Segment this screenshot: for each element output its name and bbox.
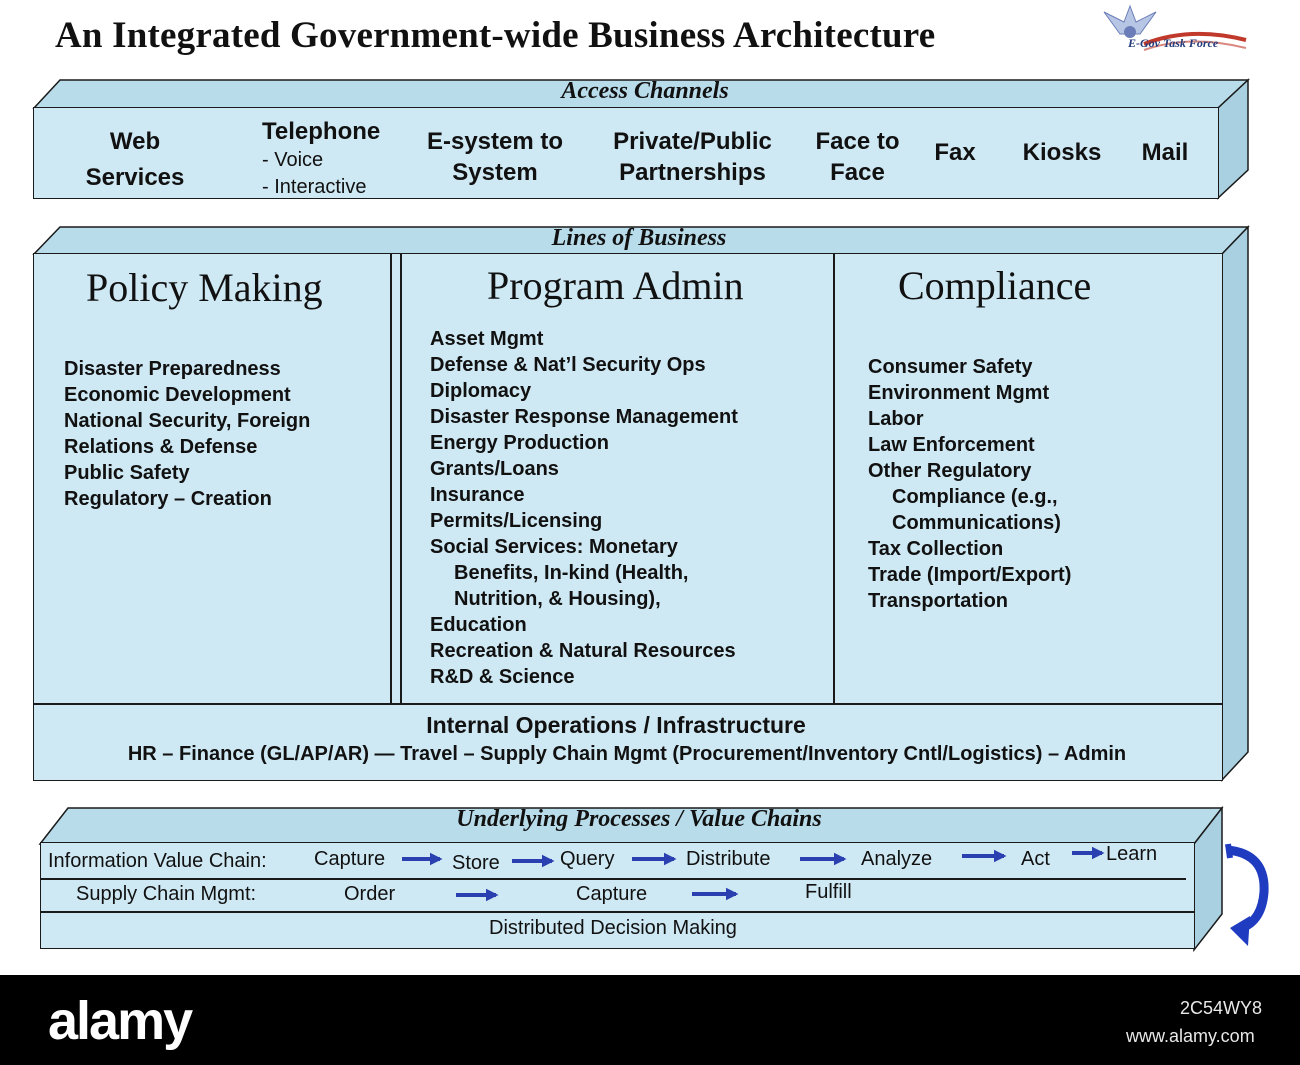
channel-telephone-interactive: - Interactive	[262, 176, 367, 198]
channel-esystem-line2: System	[452, 159, 538, 186]
list-item: Compliance (e.g.,	[892, 486, 1058, 508]
list-item: Insurance	[430, 484, 525, 506]
policy-making-list	[64, 356, 310, 512]
loop-back-arrow-icon	[1222, 842, 1272, 954]
channel-partnerships-line2: Partnerships	[619, 159, 766, 186]
ivc-step-query: Query	[560, 848, 615, 870]
internal-ops-divider	[33, 703, 1223, 705]
internal-operations-title: Internal Operations / Infrastructure	[426, 712, 806, 738]
channel-telephone	[262, 116, 402, 201]
channel-face-to-face	[800, 126, 915, 188]
ivc-step-capture: Capture	[314, 848, 386, 870]
watermark-bar	[0, 975, 1300, 1065]
channel-kiosks: Kiosks	[1022, 139, 1102, 166]
watermark-image-id: 2C54WY8	[1180, 998, 1263, 1018]
channel-partnerships-line1: Private/Public	[613, 128, 772, 155]
scm-label: Supply Chain Mgmt:	[76, 883, 257, 905]
egov-logo	[1100, 4, 1250, 62]
list-item: National Security, Foreign	[64, 410, 311, 432]
ivc-step-distribute: Distribute	[686, 848, 771, 870]
program-admin-title: Program Admin	[487, 263, 744, 308]
policy-making-title: Policy Making	[86, 265, 323, 310]
internal-operations-line: HR – Finance (GL/AP/AR) — Travel – Supply Chain Mgmt (Procurement/Inventory Cntl/Logistics) – Admin	[127, 743, 1127, 765]
channel-telephone-voice: - Voice	[262, 149, 324, 171]
ivc-step-learn: Learn	[1106, 843, 1158, 865]
channel-esystem	[420, 126, 570, 188]
list-item: Economic Development	[64, 384, 291, 406]
list-item: Transportation	[868, 590, 1009, 612]
list-item: Permits/Licensing	[430, 510, 603, 532]
eagle-seal-icon	[1100, 4, 1250, 62]
ivc-step-analyze: Analyze	[861, 848, 933, 870]
list-item: Labor	[868, 408, 924, 430]
list-item: Recreation & Natural Resources	[430, 640, 736, 662]
list-item: Education	[430, 614, 527, 636]
list-item: Energy Production	[430, 432, 609, 454]
channel-fax: Fax	[934, 139, 976, 166]
lines-of-business-title: Lines of Business	[551, 225, 727, 251]
list-item: R&D & Science	[430, 666, 575, 688]
list-item: Consumer Safety	[868, 356, 1033, 378]
channel-mail: Mail	[1141, 139, 1189, 166]
list-item: Communications)	[892, 512, 1061, 534]
channel-web-line1: Web	[109, 128, 161, 155]
compliance-list	[868, 354, 1071, 614]
ivc-step-act: Act	[1021, 848, 1050, 870]
column-divider	[390, 253, 392, 704]
list-item: Benefits, In-kind (Health,	[454, 562, 689, 584]
logo-text: E-Gov Task Force	[1128, 36, 1219, 50]
list-item: Law Enforcement	[868, 434, 1035, 456]
channel-esystem-line1: E-system to	[426, 128, 564, 155]
channel-partnerships	[600, 126, 785, 188]
list-item: Disaster Response Management	[430, 406, 738, 428]
list-item: Diplomacy	[430, 380, 532, 402]
list-item: Regulatory – Creation	[64, 488, 272, 510]
page-title: An Integrated Government-wide Business Architecture	[55, 15, 936, 56]
channel-face-line1: Face to	[815, 128, 900, 155]
underlying-processes-title: Underlying Processes / Value Chains	[456, 806, 822, 832]
list-item: Environment Mgmt	[868, 382, 1050, 404]
list-item: Disaster Preparedness	[64, 358, 281, 380]
list-item: Asset Mgmt	[430, 328, 544, 350]
watermark-brand: alamy	[48, 991, 192, 1051]
list-item: Other Regulatory	[868, 460, 1032, 482]
watermark-url: www.alamy.com	[1126, 1026, 1255, 1046]
distributed-decision-making: Distributed Decision Making	[489, 917, 737, 939]
channel-web	[70, 126, 200, 193]
list-item: Defense & Nat’l Security Ops	[430, 354, 706, 376]
program-admin-list	[430, 326, 738, 690]
channel-telephone-line1: Telephone	[262, 118, 381, 145]
list-item: Social Services: Monetary	[430, 536, 678, 558]
compliance-title: Compliance	[898, 263, 1092, 308]
list-item: Grants/Loans	[430, 458, 559, 480]
scm-step-fulfill: Fulfill	[805, 881, 852, 903]
list-item: Public Safety	[64, 462, 190, 484]
access-channels-title: Access Channels	[561, 78, 729, 104]
row-divider	[40, 911, 1195, 913]
column-divider	[833, 253, 835, 704]
list-item: Tax Collection	[868, 538, 1004, 560]
column-divider	[400, 253, 402, 704]
list-item: Nutrition, & Housing),	[454, 588, 661, 610]
ivc-label: Information Value Chain:	[48, 850, 267, 872]
channel-web-line2: Services	[85, 164, 185, 191]
scm-step-capture: Capture	[576, 883, 648, 905]
list-item: Trade (Import/Export)	[868, 564, 1072, 586]
list-item: Relations & Defense	[64, 436, 258, 458]
ivc-step-store: Store	[452, 852, 500, 874]
process-arrows	[0, 840, 1300, 910]
channel-face-line2: Face	[830, 159, 885, 186]
scm-step-order: Order	[344, 883, 396, 905]
